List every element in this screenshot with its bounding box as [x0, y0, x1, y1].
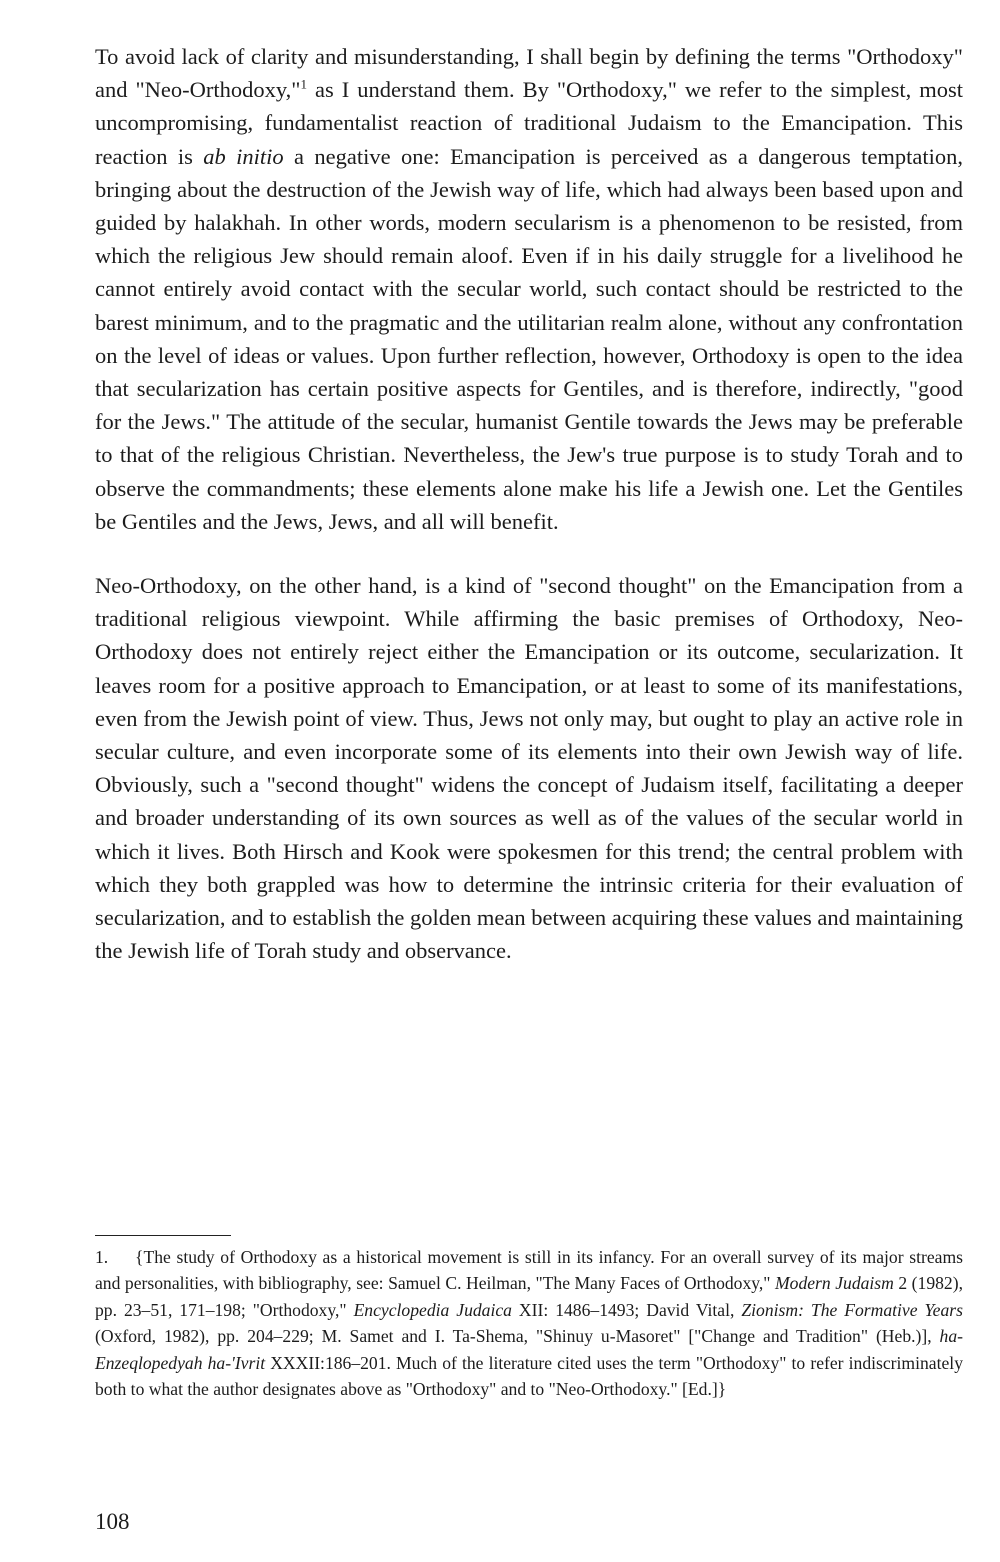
- footnote: [95, 1244, 963, 1402]
- italic-phrase: ab initio: [203, 143, 284, 169]
- footnote-text: 2 (1982), pp. 23–51, 171–198; "Orthodoxy,": [95, 1273, 963, 1320]
- page-number: 108: [95, 1509, 130, 1534]
- footnote-text: {The study of Orthodoxy as a historical movement is still in its infancy. For an overall survey of its major streams and personalities, with bibliography, see: Samuel C. Heilman, "The Many Faces of Orthodoxy,": [95, 1247, 963, 1294]
- footnote-number: 1.: [95, 1247, 109, 1267]
- footnote-citation-title: Zionism: The Formative Years: [741, 1299, 963, 1320]
- footnote-text: (Oxford, 1982), pp. 204–229; M. Samet and I. Ta-Shema, "Shinuy u-Masoret" ["Change and Tradition" (Heb.)],: [95, 1326, 940, 1347]
- paragraph-text: To avoid lack of clarity and misunderstanding, I shall begin by defining the terms "Orthodoxy" and "Neo-Orthodoxy,": [95, 44, 963, 103]
- footnote-citation-title: Encyclopedia Judaica: [353, 1299, 512, 1320]
- footnote-citation-title: Modern Judaism: [775, 1273, 894, 1294]
- paragraph-text: a negative one: Emancipation is perceived as a dangerous temptation, bringing about the destruction of the Jewish way of life, which had always been based upon and guided by halakhah. In other words, modern secularism is a phenomenon to be resisted, from which the religious Jew should remain aloof. Even if in his daily struggle for a livelihood he cannot entirely avoid contact with the secular world, such contact should be restricted to the barest minimum, and to the pragmatic and the utilitarian realm alone, without any confrontation on the level of ideas or values. Upon further reflection, however, Orthodoxy is open to the idea that secularization has certain positive aspects for Gentiles, and is therefore, indirectly, "good for the Jews." The attitude of the secular, humanist Gentile towards the Jews may be preferable to that of the religious Christian. Nevertheless, the Jew's true purpose is to study Torah and to observe the commandments; these elements alone make his life a Jewish one. Let the Gentiles be Gentiles and the Jews, Jews, and all will benefit.: [95, 143, 963, 534]
- paragraph-orthodoxy: [95, 40, 963, 538]
- main-text: [95, 40, 963, 967]
- footnote-reference[interactable]: 1: [300, 76, 307, 92]
- paragraph-neo-orthodoxy: Neo-Orthodoxy, on the other hand, is a kind of "second thought" on the Emancipation from a traditional religious viewpoint. While affirming the basic premises of Orthodoxy, Neo-Orthodoxy does not entirely reject either the Emancipation or its outcome, secularization. It leaves room for a positive approach to Emancipation, or at least to some of its manifestations, even from the Jewish point of view. Thus, Jews not only may, but ought to play an active role in secular culture, and even incorporate some of its elements into their own Jewish way of life. Obviously, such a "second thought" widens the concept of Judaism itself, facilitating a deeper and broader understanding of its own sources as well as of the values of the secular world in which it lives. Both Hirsch and Kook were spokesmen for this trend; the central problem with which they both grappled was how to determine the intrinsic criteria for their evaluation of secularization, and to establish the golden mean between acquiring these values and maintaining the Jewish life of Torah study and observance.: [95, 573, 963, 964]
- footnote-text: XXXII:186–201. Much of the literature cited uses the term "Orthodoxy" to refer indiscriminately both to what the author designates above as "Orthodoxy" and to "Neo-Orthodoxy." [Ed.]}: [95, 1352, 963, 1400]
- paragraph-text: as I understand them. By "Orthodoxy," we refer to the simplest, most uncompromising, fundamentalist reaction of traditional Judaism to the Emancipation. This reaction is: [95, 77, 963, 169]
- footnote-citation-title: ha-Enzeqlopedyah ha-'Ivrit: [95, 1326, 963, 1373]
- footnote-divider: [95, 1235, 231, 1236]
- footnote-text: XII: 1486–1493; David Vital,: [511, 1299, 742, 1320]
